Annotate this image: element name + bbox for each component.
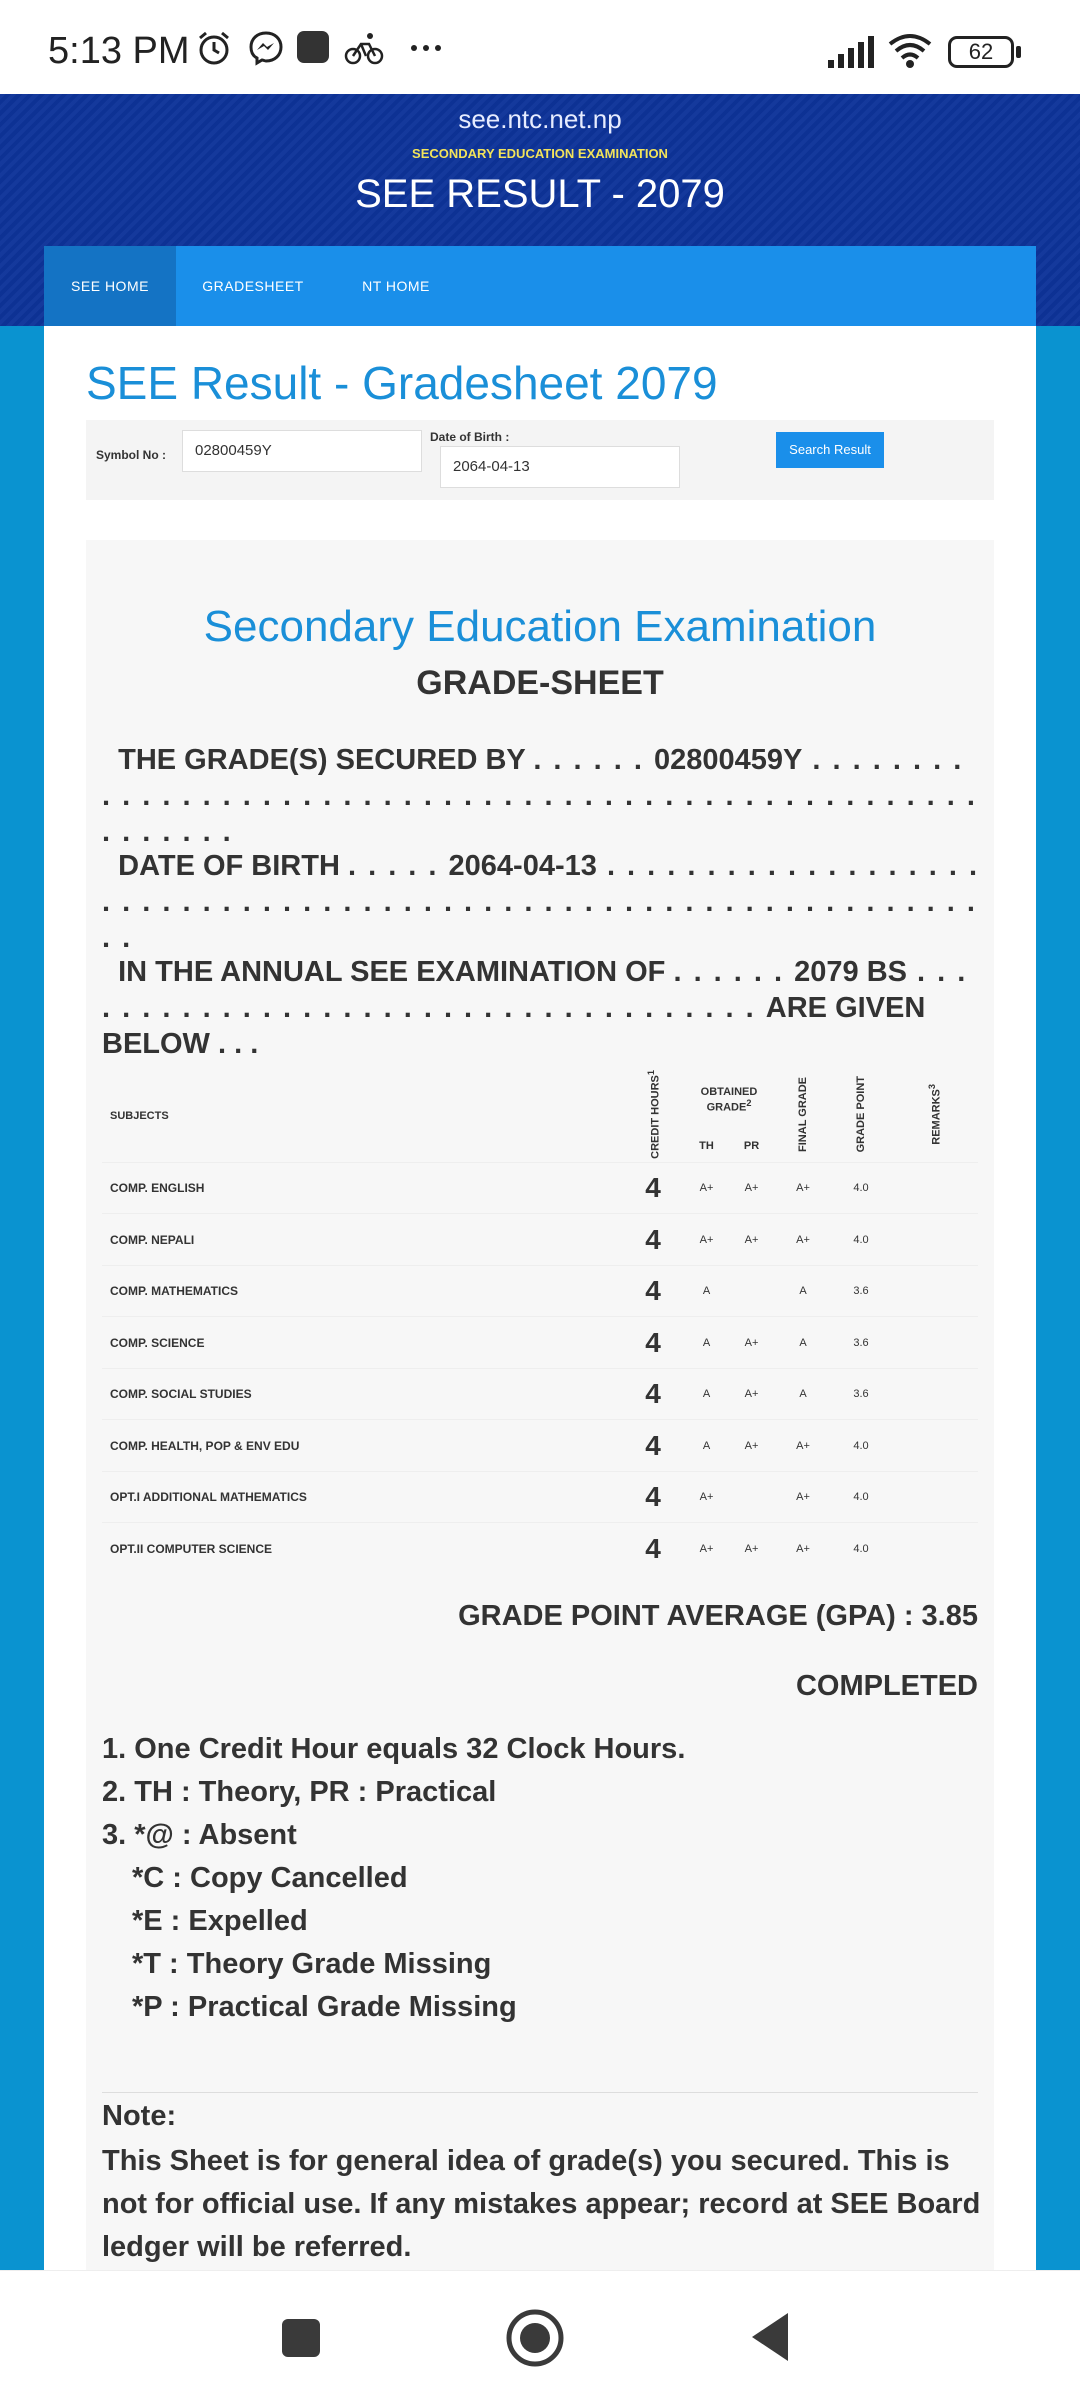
credit-cell: 4 (622, 1214, 684, 1266)
remarks-cell (890, 1265, 978, 1317)
subject-cell: COMP. SOCIAL STUDIES (102, 1368, 622, 1420)
final-grade-cell: A+ (774, 1162, 832, 1214)
grade-point-header: GRADE POINT (855, 1076, 867, 1153)
note-text: This Sheet is for general idea of grade(s) you secured. This is not for official use. If any mistakes appear; record at SEE Board ledger will be referred. (102, 2145, 981, 2263)
footnote: *C : Copy Cancelled (132, 1862, 408, 1894)
symbol-label: Symbol No : (96, 448, 167, 462)
secured-by-label: THE GRADE(S) SECURED BY (118, 744, 526, 776)
subject-cell: COMP. MATHEMATICS (102, 1265, 622, 1317)
remarks-header: REMARKS$^3$ (926, 1084, 943, 1145)
grade-point-cell: 4.0 (832, 1214, 890, 1266)
pr-header: PR (743, 1139, 760, 1152)
final-grade-cell: A+ (774, 1214, 832, 1266)
table-row (102, 1317, 978, 1369)
final-grade-header: FINAL GRADE (797, 1076, 809, 1152)
table-row (102, 1162, 978, 1214)
pr-grade-cell (729, 1471, 774, 1523)
th-header: TH (699, 1139, 714, 1152)
battery-icon (948, 36, 1014, 68)
th-grade-cell: A (684, 1265, 729, 1317)
page-title: SEE Result - Gradesheet 2079 (86, 357, 718, 409)
remarks-cell (890, 1368, 978, 1420)
th-grade-cell: A (684, 1317, 729, 1369)
symbol-input[interactable]: 02800459Y (182, 430, 422, 472)
alarm-icon (196, 30, 232, 66)
final-grade-cell: A (774, 1317, 832, 1369)
battery-level: 62 (968, 39, 994, 64)
remarks-cell (890, 1523, 978, 1575)
grade-sheet (86, 540, 994, 2270)
final-grade-cell: A (774, 1265, 832, 1317)
site-subtitle: SECONDARY EDUCATION EXAMINATION (412, 146, 668, 161)
grade-point-cell: 4.0 (832, 1523, 890, 1575)
battery-tip (1016, 46, 1021, 58)
pr-grade-cell: A+ (729, 1523, 774, 1575)
search-form (86, 420, 994, 500)
footnote: *T : Theory Grade Missing (132, 1948, 492, 1980)
main-nav (44, 246, 1036, 326)
final-grade-cell: A+ (774, 1471, 832, 1523)
site-title: SEE RESULT - 2079 (355, 172, 725, 216)
subject-cell: COMP. SCIENCE (102, 1317, 622, 1369)
grade-rows (102, 1162, 978, 1574)
footnote: *P : Practical Grade Missing (132, 1991, 517, 2023)
credit-cell: 4 (622, 1317, 684, 1369)
pr-grade-cell: A+ (729, 1162, 774, 1214)
nav-nt-home[interactable]: NT HOME (362, 278, 430, 294)
dob-text-label: DATE OF BIRTH (118, 850, 340, 882)
gpa-value: GRADE POINT AVERAGE (GPA) : 3.85 (458, 1600, 978, 1632)
search-result-button[interactable]: Search Result (776, 432, 884, 468)
pr-grade-cell: A+ (729, 1420, 774, 1472)
th-grade-cell: A+ (684, 1214, 729, 1266)
wifi-icon (886, 30, 934, 70)
nav-see-home[interactable]: SEE HOME (44, 246, 176, 326)
dob-input[interactable]: 2064-04-13 (440, 446, 680, 488)
signal-icon (826, 34, 876, 70)
subject-cell: COMP. NEPALI (102, 1214, 622, 1266)
footnotes (102, 1728, 685, 2029)
grade-sheet-title: GRADE-SHEET (416, 664, 664, 702)
system-navigation-bar (0, 2270, 1080, 2400)
exam-year-line: IN THE ANNUAL SEE EXAMINATION OF . . . . . . 2079 BS . . . . . . . . . . . . . . . . . . . . . . . . . . . . . . . . . . . . ARE GIVEN BELOW . . . (102, 956, 968, 1060)
pr-grade-cell (729, 1265, 774, 1317)
pr-grade-cell: A+ (729, 1317, 774, 1369)
back-button[interactable] (748, 2311, 792, 2363)
subjects-header: SUBJECTS (110, 1109, 169, 1122)
credit-cell: 4 (622, 1523, 684, 1575)
dob-label: Date of Birth : (430, 430, 510, 444)
remarks-cell (890, 1317, 978, 1369)
exam-year: 2079 BS (794, 956, 907, 988)
table-row (102, 1523, 978, 1575)
footnote: 1. One Credit Hour equals 32 Clock Hours. (102, 1733, 686, 1765)
credit-cell: 4 (622, 1420, 684, 1472)
table-row (102, 1214, 978, 1266)
grade-point-cell: 4.0 (832, 1420, 890, 1472)
th-grade-cell: A+ (684, 1162, 729, 1214)
pr-grade-cell: A+ (729, 1214, 774, 1266)
credit-cell: 4 (622, 1471, 684, 1523)
site-url: see.ntc.net.np (458, 104, 622, 134)
subject-cell: OPT.II COMPUTER SCIENCE (102, 1523, 622, 1575)
cycling-icon (344, 30, 384, 66)
table-row (102, 1471, 978, 1523)
grade-point-cell: 4.0 (832, 1162, 890, 1214)
remarks-cell (890, 1420, 978, 1472)
note-title: Note: (102, 2100, 177, 2132)
status-time: 5:13 PM (48, 30, 190, 72)
grade-point-cell: 3.6 (832, 1317, 890, 1369)
final-grade-cell: A+ (774, 1523, 832, 1575)
app-icon (296, 30, 330, 64)
credit-cell: 4 (622, 1368, 684, 1420)
footnote: 2. TH : Theory, PR : Practical (102, 1776, 497, 1808)
pr-grade-cell: A+ (729, 1368, 774, 1420)
dob-value: 2064-04-13 (448, 850, 597, 882)
nav-gradesheet[interactable]: GRADESHEET (202, 278, 304, 294)
recents-button[interactable] (278, 2315, 324, 2361)
footnote: 3. *@ : Absent (102, 1819, 297, 1851)
exam-of-label: IN THE ANNUAL SEE EXAMINATION OF (118, 956, 666, 988)
table-row (102, 1420, 978, 1472)
home-button[interactable] (504, 2307, 566, 2369)
grade-table (102, 1070, 978, 1574)
dob-line: DATE OF BIRTH . . . . . 2064-04-13 . . . . . . . . . . . . . . . . . . . . . . . . . . . . . . . . . . . . . . . . . . . . . . . . . . . . . . . . . . . . . . . . . (102, 850, 980, 954)
footnote: *E : Expelled (132, 1905, 308, 1937)
main-content (44, 326, 1036, 2270)
final-grade-cell: A+ (774, 1420, 832, 1472)
subject-cell: COMP. HEALTH, POP & ENV EDU (102, 1420, 622, 1472)
subject-cell: OPT.I ADDITIONAL MATHEMATICS (102, 1471, 622, 1523)
divider (102, 2092, 978, 2093)
grade-point-cell: 3.6 (832, 1368, 890, 1420)
remarks-cell (890, 1162, 978, 1214)
th-grade-cell: A (684, 1420, 729, 1472)
final-grade-cell: A (774, 1368, 832, 1420)
table-row (102, 1368, 978, 1420)
remarks-cell (890, 1471, 978, 1523)
messenger-icon (248, 30, 284, 66)
th-grade-cell: A+ (684, 1471, 729, 1523)
subject-cell: COMP. ENGLISH (102, 1162, 622, 1214)
th-grade-cell: A+ (684, 1523, 729, 1575)
secured-by-line: THE GRADE(S) SECURED BY . . . . . . 02800459Y . . . . . . . . . . . . . . . . . . . . . . . . . . . . . . . . . . . . . . . . . . . . . . . . . . . . . . . . . . . (102, 744, 977, 848)
grade-point-cell: 3.6 (832, 1265, 890, 1317)
more-icon (408, 30, 448, 66)
remarks-cell (890, 1214, 978, 1266)
result-status: COMPLETED (795, 1670, 978, 1702)
table-row (102, 1265, 978, 1317)
credit-hours-header: CREDIT HOURS$^1$ (645, 1070, 662, 1159)
credit-cell: 4 (622, 1162, 684, 1214)
given-below: ARE GIVEN BELOW . . . (102, 992, 926, 1060)
symbol-number: 02800459Y (654, 744, 803, 776)
th-grade-cell: A (684, 1368, 729, 1420)
grade-point-cell: 4.0 (832, 1471, 890, 1523)
credit-cell: 4 (622, 1265, 684, 1317)
status-bar (0, 0, 1080, 94)
exam-title: Secondary Education Examination (203, 602, 877, 651)
obtained-grade-header: OBTAINED GRADE$^2$ (700, 1085, 758, 1114)
